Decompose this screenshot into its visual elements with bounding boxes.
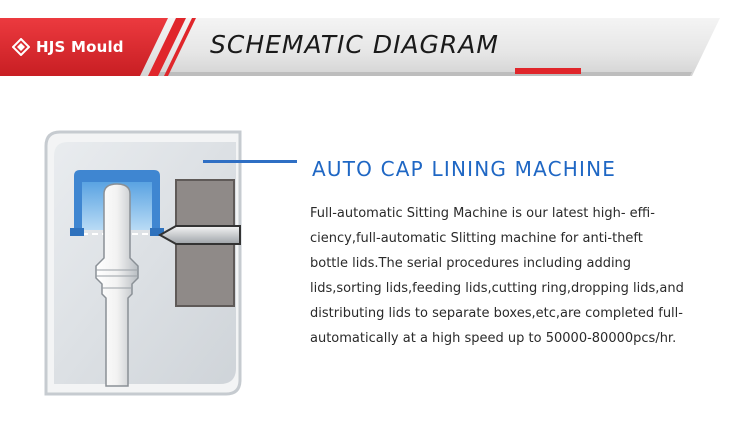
section-title: AUTO CAP LINING MACHINE (312, 157, 617, 181)
description-line: automatically at a high speed up to 50000-80000pcs/hr. (310, 331, 677, 346)
cutting-blade (160, 226, 240, 244)
description-line: ciency,full-automatic Slitting machine for anti-theft (310, 231, 643, 246)
callout-line (203, 160, 297, 163)
description-line: Full-automatic Sitting Machine is our latest high- effi- (310, 206, 655, 221)
machine-description (310, 201, 730, 351)
page-title: SCHEMATIC DIAGRAM (210, 30, 499, 59)
brand-name: HJS Mould (36, 38, 124, 56)
description-line: distributing lids to separate boxes,etc,are completed full- (310, 306, 683, 321)
description-line: lids,sorting lids,feeding lids,cutting ring,dropping lids,and (310, 281, 684, 296)
description-line: bottle lids.The serial procedures including adding (310, 256, 632, 271)
hjs-logo-icon (12, 38, 30, 56)
